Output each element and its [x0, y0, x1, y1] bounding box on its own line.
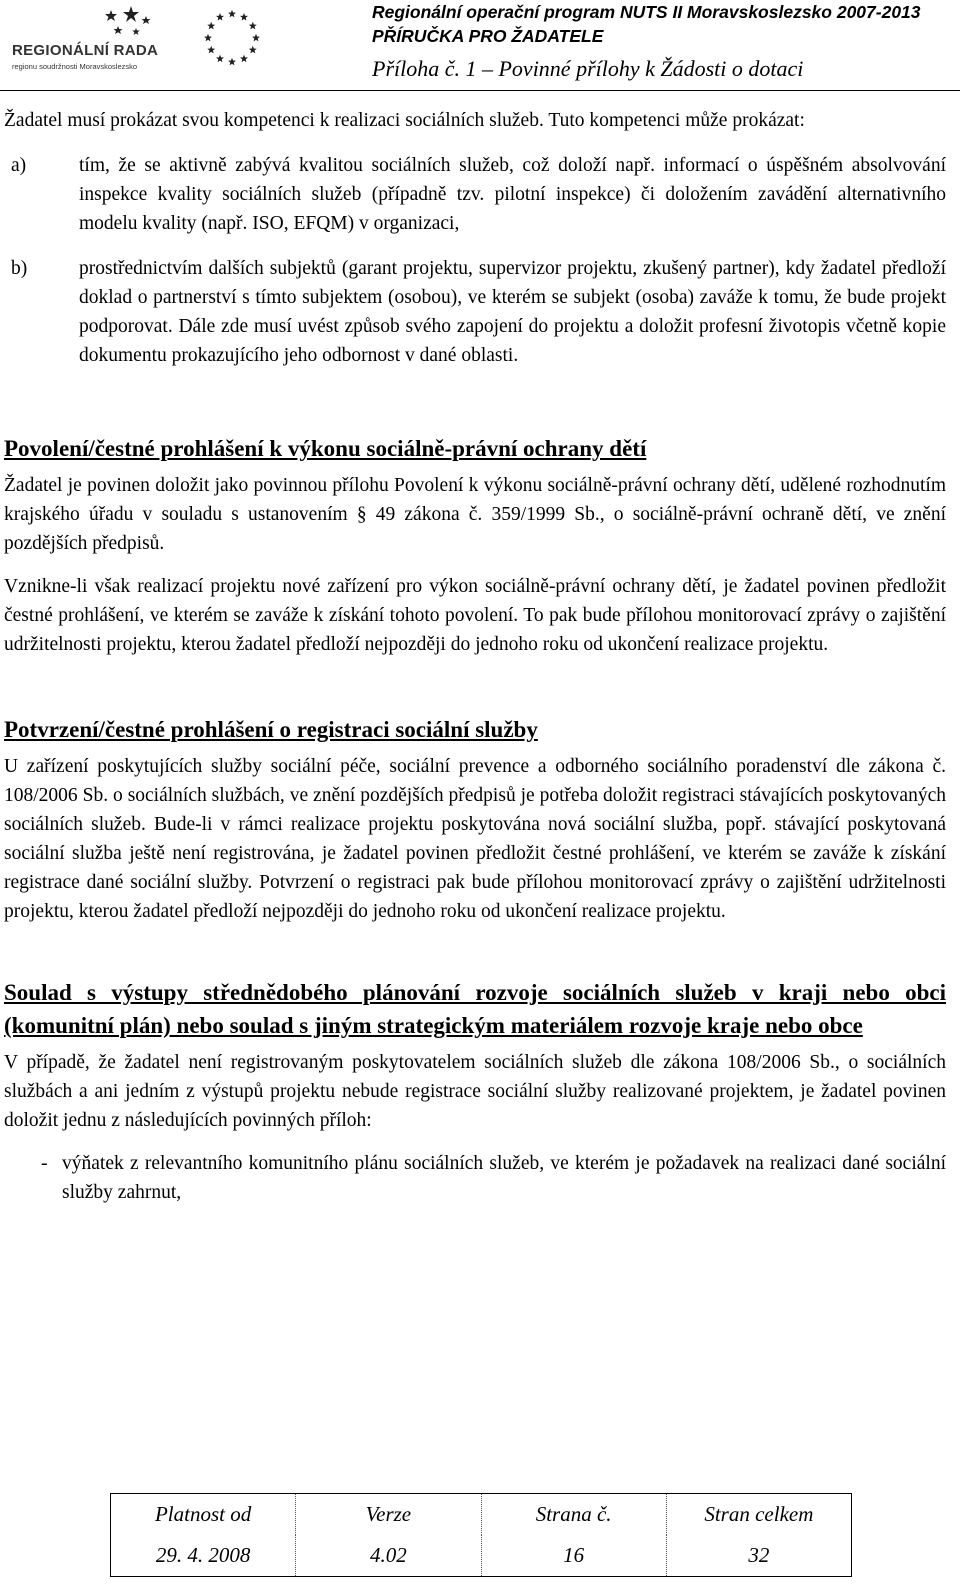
regional-council-logo [6, 2, 159, 80]
dash-marker: - [41, 1153, 48, 1174]
eu-star [252, 34, 260, 42]
eu-star [240, 13, 248, 21]
program-title: Regionální operační program NUTS II Moravskoslezsko 2007-2013 [372, 2, 921, 22]
header-divider [0, 90, 960, 91]
list-item-text: tím, že se aktivně zabývá kvalitou sociálních služeb, což doloží např. informací o úspěšném absolvování inspekce kvality sociálních služeb (případně tzv. pilotní inspekce) či doložením zavádění alternativního modelu kvality (např. ISO, EFQM) v organizaci, [79, 155, 946, 234]
org-name: REGIONÁLNÍ RADA [12, 42, 159, 59]
footer-value-version: 4.02 [296, 1535, 481, 1577]
eu-star [228, 58, 236, 66]
footer-label-valid-from: Platnost od [111, 1494, 296, 1536]
footer-value-row [111, 1535, 852, 1577]
page-header [0, 0, 960, 92]
org-subtitle: regionu soudržnosti Moravskoslezsko [12, 62, 138, 71]
annex-title: Příloha č. 1 – Povinné přílohy k Žádosti o dotaci [372, 56, 804, 81]
eu-star [207, 22, 215, 30]
list-item-b [4, 254, 946, 370]
list-item-text: prostřednictvím dalších subjektů (garant projektu, supervizor projektu, zkušený partner), kdy žadatel předloží doklad o partnerství s tímto subjektem (osobou), ve kterém se subjekt (osoba) zaváže k tomu, že bude projekt podporovat. Dále zde musí uvést způsob svého zapojení do projektu a doložit profesní životopis včetně kopie dokumentu prokazujícího jeho odbornost v dané oblasti. [79, 258, 946, 366]
footer-label-total-pages: Stran celkem [704, 1502, 814, 1526]
eu-star [207, 46, 215, 54]
eu-star [240, 55, 248, 63]
eu-star [249, 46, 257, 54]
list-marker: b) [11, 258, 28, 279]
section-heading-registration: Potvrzení/čestné prohlášení o registraci sociální služby [4, 717, 538, 742]
eu-star [204, 34, 212, 42]
footer-value-valid-from: 29. 4. 2008 [111, 1535, 296, 1577]
section1-paragraph-1: Žadatel je povinen doložit jako povinnou přílohu Povolení k výkonu sociálně-právní ochrany dětí, udělené rozhodnutím krajského úřadu v souladu s ustanovením § 49 zákona č. 359/1999 Sb., o sociálně-právní ochraně dětí, ve znění pozdějších předpisů. [4, 475, 946, 554]
stars-icon [6, 2, 156, 42]
section-heading-child-protection: Povolení/čestné prohlášení k výkonu sociálně-právní ochrany dětí [4, 436, 647, 461]
eu-star [216, 13, 224, 21]
section-heading-community-plan: Soulad s výstupy střednědobého plánování rozvoje sociálních služeb v kraji nebo obci (komunitní plán) nebo soulad s jiným strategickým materiálem rozvoje kraje nebo obce [4, 980, 946, 1038]
dash-item-text: výňatek z relevantního komunitního plánu sociálních služeb, ve kterém je požadavek na realizaci dané sociální služby zahrnut, [62, 1153, 946, 1203]
dash-list-item [4, 1149, 946, 1207]
section3-paragraph: V případě, že žadatel není registrovaným poskytovatelem sociálních služeb dle zákona 108/2006 Sb., o sociálních službách a ani jedním z výstupů projektu nebude registrace sociální služby realizované projektem, je žadatel povinen doložit jednu z následujících povinných příloh: [4, 1052, 946, 1131]
footer-label-row [111, 1494, 852, 1536]
section2-paragraph: U zařízení poskytujících služby sociální péče, sociální prevence a odborného sociálního poradenství dle zákona č. 108/2006 Sb. o sociálních službách, ve znění pozdějších předpisů je potřeba doložit registraci stávajících poskytovaných sociálních služeb. Bude-li v rámci realizace projektu poskytována nová sociální služba, popř. stávající poskytovaná sociální služba ještě není registrována, je žadatel povinen předložit čestné prohlášení, ve kterém se zaváže k získání registrace dané sociální služby. Potvrzení o registraci pak bude přílohou monitorovací zprávy o zajištění udržitelnosti projektu, kterou žadatel předloží nejpozději do jednoho roku od ukončení realizace projektu. [4, 756, 946, 922]
handbook-title: PŘÍRUČKA PRO ŽADATELE [372, 26, 604, 46]
section1-paragraph-2: Vznikne-li však realizací projektu nové zařízení pro výkon sociálně-právní ochrany dětí, je žadatel povinen předložit čestné prohlášení, ve kterém se zaváže k získání tohoto povolení. To pak bude přílohou monitorovací zprávy o zajištění udržitelnosti projektu, kterou žadatel předloží nejpozději do jednoho roku od ukončení realizace projektu. [4, 576, 946, 655]
eu-stars-icon [196, 6, 268, 70]
list-item-a [4, 151, 946, 238]
footer-value-total-pages: 32 [748, 1543, 770, 1567]
footer-label-version: Verze [296, 1494, 481, 1536]
eu-star [249, 22, 257, 30]
header-titles [372, 0, 952, 84]
eu-star [216, 55, 224, 63]
document-body [4, 106, 946, 1207]
footer-value-page: 16 [481, 1535, 666, 1577]
intro-paragraph: Žadatel musí prokázat svou kompetenci k realizaci sociálních služeb. Tuto kompetenci může prokázat: [4, 110, 805, 131]
footer-label-page: Strana č. [481, 1494, 666, 1536]
footer-table [110, 1493, 852, 1577]
eu-star [228, 10, 236, 18]
list-marker: a) [11, 155, 27, 176]
